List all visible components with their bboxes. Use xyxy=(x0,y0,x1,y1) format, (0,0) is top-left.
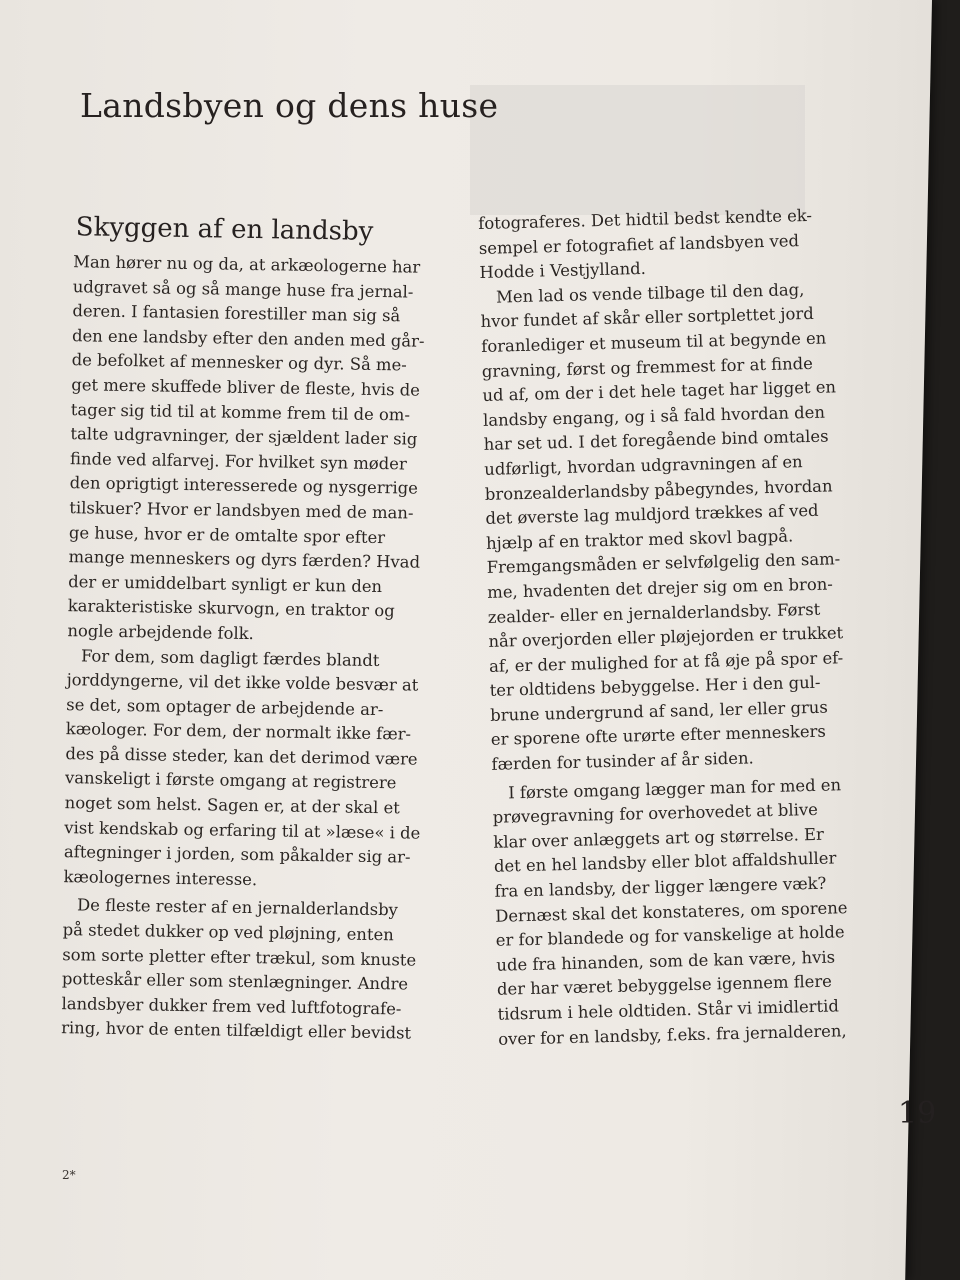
text-line: deren. I fantasien forestiller man sig så xyxy=(72,301,401,326)
text-line: noget som helst. Sagen er, at der skal et xyxy=(64,793,400,818)
text-line: på stedet dukker op ved pløjning, enten xyxy=(62,920,394,945)
text-line: fra en landsby, der ligger længere væk? xyxy=(494,873,827,901)
text-line: ter oldtidens bebyggelse. Her i den gul- xyxy=(489,673,821,701)
text-line: de befolket af mennesker og dyr. Så me- xyxy=(71,350,407,375)
text-line: tilskuer? Hvor er landsbyen med de man- xyxy=(69,498,414,523)
text-line: aftegninger i jorden, som påkalder sig ar- xyxy=(63,842,411,867)
left-column xyxy=(49,212,482,1047)
text-line: færden for tusinder af år siden. xyxy=(491,748,754,774)
text-line: Man hører nu og da, at arkæologerne har xyxy=(73,252,421,277)
text-line: nogle arbejdende folk. xyxy=(67,621,254,643)
text-line: Hodde i Vestjylland. xyxy=(479,259,647,283)
text-line: landsby engang, og i så fald hvordan den xyxy=(482,402,826,430)
text-line: mange menneskers og dyrs færden? Hvad xyxy=(68,547,421,572)
text-line: ge huse, hvor er de omtalte spor efter xyxy=(68,522,386,547)
text-line: som sorte pletter efter trækul, som knuste xyxy=(62,944,417,970)
text-line: ud af, om der i det hele taget har ligget en xyxy=(482,377,837,406)
paragraph-start-line: For dem, som dagligt færdes blandt xyxy=(80,645,380,670)
text-line: har set ud. I det foregående bind omtales xyxy=(483,426,829,455)
text-line: landsbyer dukker frem ved luftfotografe- xyxy=(61,993,402,1019)
text-line: talte udgravninger, der sjældent lader sig xyxy=(70,424,418,449)
text-line: gravning, først og fremmest for at finde xyxy=(481,353,814,381)
text-line: over for en landsby, f.eks. fra jernalderen, xyxy=(497,1020,847,1049)
text-line: der er umiddelbart synligt er kun den xyxy=(68,571,383,596)
text-line: vist kendskab og erfaring til at »læse« i de xyxy=(64,817,421,843)
printed-shade-block xyxy=(470,85,805,215)
text-line: kæologernes interesse. xyxy=(63,866,258,889)
text-line: det en hel landsby eller blot affaldshuller xyxy=(493,848,837,877)
text-line: hjælp af en traktor med skovl bagpå. xyxy=(485,526,794,553)
text-line: det øverste lag muldjord trækkes af ved xyxy=(485,500,819,529)
paragraph-start-line: Men lad os vende tilbage til den dag, xyxy=(495,279,805,307)
text-line: ring, hvor de enten tilfældigt eller bevidst xyxy=(61,1018,412,1043)
text-line: potteskår eller som stenlægninger. Andre xyxy=(61,969,409,994)
text-line: Dernæst skal det konstateres, om sporene xyxy=(494,897,848,926)
text-line: er sporene ofte urørte efter menneskers xyxy=(490,722,827,750)
text-line: hvor fundet af skår eller sortplettet jord xyxy=(480,304,814,332)
text-line: af, er der mulighed for at få øje på spor ef- xyxy=(488,647,844,676)
text-line: foranlediger et museum til at begynde en xyxy=(481,328,827,356)
page-number: 19 xyxy=(898,1096,937,1131)
text-line: udførligt, hvordan udgravningen af en xyxy=(484,452,803,479)
text-line: des på disse steder, kan det derimod være xyxy=(65,743,418,769)
text-line: finde ved alfarvej. For hvilket syn møder xyxy=(69,448,407,474)
text-line: bronzealderlandsby påbegyndes, hvordan xyxy=(484,475,833,504)
text-line: den ene landsby efter den anden med går- xyxy=(71,325,425,351)
text-line: når overjorden eller pløjejorden er trukket xyxy=(488,623,844,651)
text-line: me, hvadenten det drejer sig om en bron- xyxy=(487,574,834,602)
text-line: brune undergrund af sand, ler eller grus xyxy=(490,697,828,725)
paragraph-start-line: De fleste rester af en jernalderlandsby xyxy=(76,895,399,920)
text-line: der har været bebyggelse igennem flere xyxy=(496,971,833,1000)
signature-mark: 2* xyxy=(61,1168,76,1182)
text-line: kæologer. For dem, der normalt ikke fær- xyxy=(65,719,412,744)
text-line: udgravet så og så mange huse fra jernal- xyxy=(72,276,414,302)
text-line: get mere skuffede bliver de fleste, hvis de xyxy=(71,375,421,400)
text-line: karakteristiske skurvogn, en traktor og xyxy=(67,596,395,621)
text-line: ude fra hinanden, som de kan være, hvis xyxy=(496,947,836,975)
text-line: vanskeligt i første omgang at registrere xyxy=(64,768,397,793)
paragraph-start-line: I første omgang lægger man for med en xyxy=(507,774,842,803)
text-line: er for blandede og for vanskelige at holde xyxy=(495,922,845,950)
text-line: sempel er fotografiet af landsbyen ved xyxy=(478,230,800,258)
text-line: Fremgangsmåden er selvfølgelig den sam- xyxy=(486,549,841,578)
text-line: jorddyngerne, vil det ikke volde besvær at xyxy=(66,670,419,695)
right-column xyxy=(478,202,918,1052)
chapter-title: Landsbyen og dens huse xyxy=(80,86,499,125)
text-line: den oprigtigt interesserede og nysgerrige xyxy=(69,473,419,498)
text-line: se det, som optager de arbejdende ar- xyxy=(66,694,384,719)
text-line: fotograferes. Det hidtil bedst kendte ek- xyxy=(478,205,813,233)
text-line: zealder- eller en jernalderlandsby. Først xyxy=(487,599,821,627)
text-line: tager sig tid til at komme frem til de om- xyxy=(70,399,411,425)
text-line: prøvegravning for overhovedet at blive xyxy=(492,800,819,828)
text-line: klar over anlæggets art og størrelse. Er xyxy=(493,824,825,852)
section-title: Skyggen af en landsby xyxy=(75,212,374,247)
text-line: tidsrum i hele oldtiden. Står vi imidlertid xyxy=(497,996,840,1024)
